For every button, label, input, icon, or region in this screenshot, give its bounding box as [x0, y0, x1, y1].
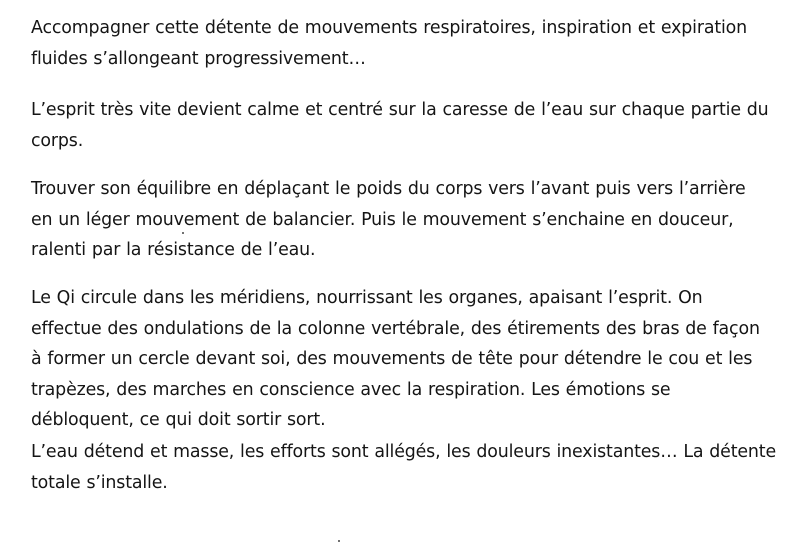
text-line: Le Qi circule dans les méridiens, nourrissant les organes, apaisant l’esprit. On — [31, 288, 703, 308]
paragraph-calm-mind — [31, 95, 769, 156]
text-line: Trouver son équilibre en déplaçant le poids du corps vers l’avant puis vers l’arrière — [31, 179, 746, 199]
text-line: trapèzes, des marches en conscience avec la respiration. Les émotions se — [31, 379, 671, 400]
text-line: effectue des ondulations de la colonne vertébrale, des étirements des bras de façon — [31, 318, 760, 339]
text-line: L’esprit très vite devient calme et centré sur la caresse de l’eau sur chaque partie du — [31, 100, 769, 120]
text-line: fluides s’allongeant progressivement… — [31, 48, 366, 69]
paragraph-relaxation — [31, 437, 776, 498]
paragraph-qi — [31, 283, 761, 436]
text-line: en un léger mouvement de balancier. Puis le mouvement s’enchaine en douceur, — [31, 209, 734, 230]
text-line: à former un cercle devant soi, des mouvements de tête pour détendre le cou et les — [31, 349, 753, 369]
text-line: Accompagner cette détente de mouvements respiratoires, inspiration et expiration — [31, 18, 748, 38]
text-line: débloquent, ce qui doit sortir sort. — [31, 410, 326, 430]
scan-speck — [182, 232, 184, 234]
text-line: ralenti par la résistance de l’eau. — [31, 240, 316, 260]
text-line: corps. — [31, 130, 84, 151]
text-line: L’eau détend et masse, les efforts sont allégés, les douleurs inexistantes… La détente — [31, 442, 776, 462]
paragraph-breathing — [31, 13, 761, 74]
scan-speck — [338, 540, 340, 542]
paragraph-balance — [31, 174, 761, 266]
text-line: totale s’installe. — [31, 472, 168, 493]
